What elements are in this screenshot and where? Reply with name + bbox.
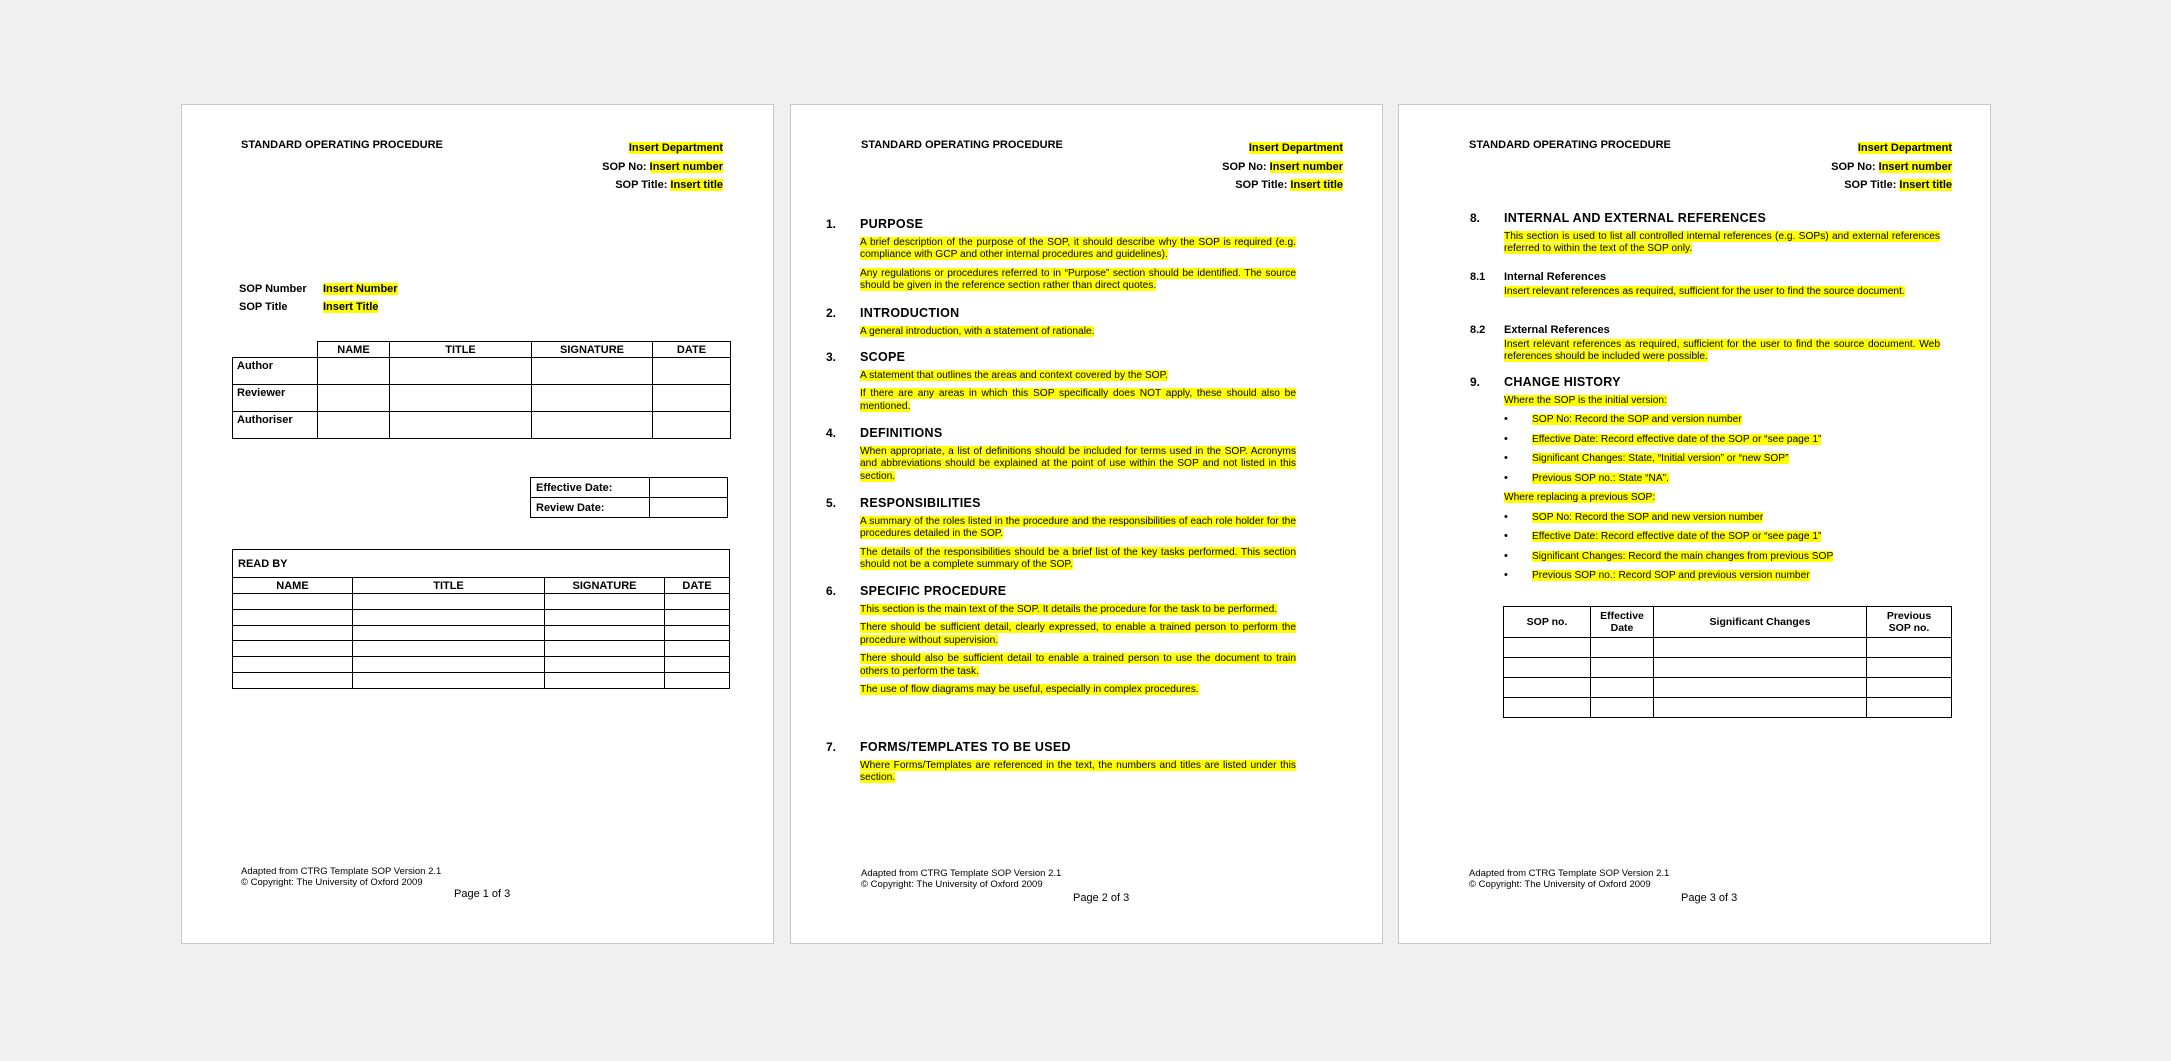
page-number: Page 3 of 3	[1681, 892, 1738, 904]
section-paragraph: A brief description of the purpose of the SOP, it should describe why the SOP is required (e.g. compliance with GCP and other internal procedures and guidelines).	[860, 236, 1296, 260]
table-cell[interactable]	[545, 641, 665, 657]
table-row	[233, 358, 731, 385]
table-cell[interactable]	[1591, 658, 1654, 678]
list-item-text: SOP No: Record the SOP and new version number	[1532, 511, 1764, 523]
section-introduction	[826, 306, 1296, 344]
header-sop-title-label: SOP Title:	[1235, 179, 1288, 191]
table-cell[interactable]	[353, 594, 545, 610]
list-item	[1504, 414, 1940, 427]
subsection-title: External References	[1504, 324, 1610, 336]
list-item	[1504, 531, 1940, 544]
table-cell[interactable]	[532, 412, 653, 439]
table-row	[1504, 698, 1952, 718]
header-sop-title-value: Insert title	[670, 179, 723, 191]
section-purpose	[826, 217, 1296, 299]
list-item-text: Effective Date: Record effective date of the SOP or “see page 1”	[1532, 433, 1822, 445]
section-paragraph: There should be sufficient detail, clearly expressed, to enable a trained person to perform the procedure without supervision.	[860, 622, 1296, 646]
table-cell[interactable]	[318, 358, 390, 385]
section-paragraph: If there are any areas in which this SOP specifically does NOT apply, these should also be mentioned.	[860, 388, 1296, 412]
table-row	[233, 412, 731, 439]
table-cell[interactable]	[665, 594, 730, 610]
section-title: SCOPE	[860, 350, 906, 364]
table-cell[interactable]	[233, 672, 353, 688]
list-item-text: Previous SOP no.: Record SOP and previous version number	[1532, 570, 1810, 581]
sop-title-label: SOP Title	[239, 301, 288, 313]
header-department: Insert Department	[1857, 142, 1952, 154]
table-cell[interactable]	[318, 412, 390, 439]
change-history-table	[1503, 606, 1952, 718]
header-sop-no-value: Insert number	[1269, 160, 1343, 173]
col-header-line: Effective	[1600, 610, 1644, 622]
header-sop-title-value: Insert title	[1290, 179, 1343, 191]
col-header: DATE	[653, 342, 731, 358]
initial-version-intro: Where the SOP is the initial version:	[1504, 394, 1667, 406]
review-date-value[interactable]	[650, 498, 728, 518]
section-number: 5.	[826, 496, 837, 510]
section-paragraph: Where Forms/Templates are referenced in the text, the numbers and titles are listed under this section.	[860, 759, 1296, 783]
section-number: 9.	[1470, 375, 1481, 389]
subsection-number: 8.2	[1470, 324, 1486, 336]
table-row	[1504, 658, 1952, 678]
table-cell[interactable]	[1504, 658, 1591, 678]
section-paragraph: A statement that outlines the areas and context covered by the SOP.	[860, 369, 1168, 381]
table-cell[interactable]	[353, 657, 545, 673]
subsection-internal-references	[1470, 271, 1940, 304]
section-title: PURPOSE	[860, 217, 924, 231]
section-title: SPECIFIC PROCEDURE	[860, 584, 1007, 598]
table-corner	[233, 342, 318, 358]
col-header: SIGNATURE	[545, 578, 665, 594]
table-cell[interactable]	[390, 412, 532, 439]
table-cell[interactable]	[665, 657, 730, 673]
row-label: Author	[233, 358, 318, 385]
replace-version-intro: Where replacing a previous SOP:	[1504, 492, 1656, 503]
table-cell[interactable]	[353, 641, 545, 657]
header-sop-no-value: Insert number	[1878, 160, 1952, 173]
list-item-text: Significant Changes: Record the main changes from previous SOP	[1532, 550, 1834, 562]
table-cell[interactable]	[1867, 698, 1952, 718]
section-paragraph: Insert relevant references as required, sufficient for the user to find the source document.	[1504, 285, 1905, 297]
table-cell[interactable]	[1591, 638, 1654, 658]
col-header: DATE	[665, 578, 730, 594]
table-cell[interactable]	[545, 609, 665, 625]
table-row	[531, 498, 728, 518]
table-cell[interactable]	[318, 385, 390, 412]
header-title: STANDARD OPERATING PROCEDURE	[1469, 139, 1671, 151]
col-header-line: SOP no.	[1888, 622, 1930, 634]
document-page-2	[790, 104, 1383, 944]
table-cell[interactable]	[1654, 678, 1867, 698]
col-header-effective-date	[1591, 607, 1654, 638]
sop-number-label: SOP Number	[239, 283, 307, 295]
table-cell[interactable]	[233, 594, 353, 610]
list-item	[1504, 473, 1940, 486]
header-sop-title-value: Insert title	[1899, 179, 1952, 191]
col-header: NAME	[318, 342, 390, 358]
footer-line-2: © Copyright: The University of Oxford 2009	[1469, 879, 1651, 890]
table-cell[interactable]	[1504, 638, 1591, 658]
section-number: 7.	[826, 740, 837, 754]
table-cell[interactable]	[532, 385, 653, 412]
footer	[1469, 868, 1669, 890]
sop-title-row	[239, 301, 378, 313]
table-cell[interactable]	[545, 625, 665, 641]
table-row	[1504, 678, 1952, 698]
section-title: DEFINITIONS	[860, 426, 943, 440]
table-cell[interactable]	[233, 625, 353, 641]
table-row	[531, 478, 728, 498]
section-scope	[826, 350, 1296, 419]
table-cell[interactable]	[1504, 698, 1591, 718]
table-cell[interactable]	[233, 657, 353, 673]
table-cell[interactable]	[1591, 678, 1654, 698]
sop-number-row	[239, 283, 398, 295]
document-page-1	[181, 104, 774, 944]
section-number: 8.	[1470, 211, 1481, 225]
col-header: NAME	[233, 578, 353, 594]
row-label: Reviewer	[233, 385, 318, 412]
section-paragraph: This section is used to list all controlled internal references (e.g. SOPs) and external references referred to within the text of the SOP only.	[1504, 230, 1940, 254]
section-title: RESPONSIBILITIES	[860, 496, 981, 510]
table-cell[interactable]	[653, 385, 731, 412]
section-title: INTRODUCTION	[860, 306, 960, 320]
col-header-sop-no: SOP no.	[1504, 607, 1591, 638]
read-by-title: READ BY	[233, 550, 730, 578]
section-specific-procedure	[826, 584, 1296, 703]
read-by-table	[232, 549, 730, 689]
col-header-previous-sop	[1867, 607, 1952, 638]
table-cell[interactable]	[665, 609, 730, 625]
footer	[861, 868, 1061, 890]
table-cell[interactable]	[545, 594, 665, 610]
col-header-significant-changes: Significant Changes	[1654, 607, 1867, 638]
section-paragraph: This section is the main text of the SOP. It details the procedure for the task to be performed.	[860, 603, 1278, 615]
section-number: 4.	[826, 426, 837, 440]
col-header: TITLE	[353, 578, 545, 594]
header-sop-no-label: SOP No:	[1222, 160, 1267, 173]
footer	[241, 866, 441, 888]
table-cell[interactable]	[1654, 638, 1867, 658]
effective-date-value[interactable]	[650, 478, 728, 498]
footer-line-1: Adapted from CTRG Template SOP Version 2.1	[861, 868, 1062, 879]
table-row	[1504, 638, 1952, 658]
table-cell[interactable]	[653, 412, 731, 439]
section-paragraph: A general introduction, with a statement of rationale.	[860, 325, 1095, 337]
table-row	[233, 641, 730, 657]
signature-table	[232, 341, 731, 439]
table-row	[233, 657, 730, 673]
section-title: FORMS/TEMPLATES TO BE USED	[860, 740, 1071, 754]
header-info	[602, 139, 723, 195]
list-item-text: Previous SOP no.: State “NA”.	[1532, 472, 1669, 484]
list-item	[1504, 551, 1940, 564]
table-cell[interactable]	[532, 358, 653, 385]
header-title: STANDARD OPERATING PROCEDURE	[241, 139, 443, 151]
list-item-text: Significant Changes: State, “Initial version” or “new SOP”	[1532, 453, 1789, 464]
footer-line-2: © Copyright: The University of Oxford 2009	[861, 879, 1043, 890]
section-paragraph: Insert relevant references as required, sufficient for the user to find the source document. Web references should be included were possible.	[1504, 338, 1940, 362]
section-change-history	[1470, 375, 1940, 590]
col-header: TITLE	[390, 342, 532, 358]
page-number: Page 2 of 3	[1073, 892, 1130, 904]
row-label: Authoriser	[233, 412, 318, 439]
col-header: SIGNATURE	[532, 342, 653, 358]
table-cell[interactable]	[1654, 658, 1867, 678]
section-paragraph: A summary of the roles listed in the procedure and the responsibilities of each role holder for the procedures detailed in the SOP.	[860, 515, 1296, 539]
table-cell[interactable]	[665, 641, 730, 657]
table-cell[interactable]	[233, 641, 353, 657]
table-cell[interactable]	[653, 358, 731, 385]
section-paragraph: The use of flow diagrams may be useful, especially in complex procedures.	[860, 684, 1199, 695]
header-sop-no-label: SOP No:	[602, 160, 647, 173]
table-cell[interactable]	[1867, 658, 1952, 678]
page-number: Page 1 of 3	[454, 888, 511, 900]
effective-date-label: Effective Date:	[531, 478, 650, 498]
list-item-text: SOP No: Record the SOP and version number	[1532, 414, 1742, 425]
list-item	[1504, 453, 1940, 466]
section-paragraph: When appropriate, a list of definitions should be included for terms used in the SOP. Acronyms and abbreviations should be explained at the point of use within the SOP and not listed in this section.	[860, 445, 1296, 482]
section-references	[1470, 211, 1940, 262]
table-row	[233, 594, 730, 610]
table-cell[interactable]	[1504, 678, 1591, 698]
table-cell[interactable]	[1867, 678, 1952, 698]
table-row	[233, 625, 730, 641]
list-item	[1504, 570, 1940, 583]
table-row	[233, 385, 731, 412]
table-cell[interactable]	[545, 672, 665, 688]
sop-title-value: Insert Title	[323, 301, 379, 313]
header-title: STANDARD OPERATING PROCEDURE	[861, 139, 1063, 151]
table-cell[interactable]	[1654, 698, 1867, 718]
document-page-3	[1398, 104, 1991, 944]
review-date-label: Review Date:	[531, 498, 650, 518]
subsection-external-references	[1470, 324, 1940, 370]
list-item	[1504, 512, 1940, 525]
table-cell[interactable]	[545, 657, 665, 673]
sop-number-value: Insert Number	[323, 283, 398, 295]
table-cell[interactable]	[353, 672, 545, 688]
footer-line-2: © Copyright: The University of Oxford 2009	[241, 877, 423, 888]
section-paragraph: Any regulations or procedures referred to in “Purpose” section should be identified. The source should be given in the reference section rather than direct quotes.	[860, 267, 1296, 291]
section-title: INTERNAL AND EXTERNAL REFERENCES	[1504, 211, 1767, 225]
section-definitions	[826, 426, 1296, 489]
header-info	[1831, 139, 1952, 195]
footer-line-1: Adapted from CTRG Template SOP Version 2.1	[241, 866, 442, 877]
header-sop-no-label: SOP No:	[1831, 160, 1876, 173]
section-paragraph: The details of the responsibilities should be a brief list of the key tasks performed. This section should not be a complete summary of the SOP.	[860, 546, 1296, 570]
table-cell[interactable]	[353, 625, 545, 641]
header-info	[1222, 139, 1343, 195]
section-title: CHANGE HISTORY	[1504, 375, 1621, 389]
table-row	[233, 672, 730, 688]
table-row	[233, 609, 730, 625]
section-paragraph: There should also be sufficient detail to enable a trained person to use the document to train others to perform the task.	[860, 653, 1296, 677]
section-forms-templates	[826, 740, 1296, 791]
section-responsibilities	[826, 496, 1296, 578]
table-cell[interactable]	[233, 609, 353, 625]
col-header-line: Date	[1610, 622, 1634, 634]
table-cell[interactable]	[353, 609, 545, 625]
header-sop-no-value: Insert number	[649, 160, 723, 173]
list-item	[1504, 434, 1940, 447]
section-number: 6.	[826, 584, 837, 598]
section-number: 3.	[826, 350, 837, 364]
subsection-title: Internal References	[1504, 271, 1607, 283]
table-cell[interactable]	[390, 385, 532, 412]
list-item-text: Effective Date: Record effective date of the SOP or “see page 1”	[1532, 531, 1822, 542]
header-sop-title-label: SOP Title:	[615, 179, 668, 191]
col-header-line: Previous	[1886, 610, 1932, 622]
table-cell[interactable]	[1867, 638, 1952, 658]
table-cell[interactable]	[390, 358, 532, 385]
subsection-number: 8.1	[1470, 271, 1486, 283]
table-cell[interactable]	[665, 672, 730, 688]
table-cell[interactable]	[665, 625, 730, 641]
footer-line-1: Adapted from CTRG Template SOP Version 2.1	[1469, 868, 1670, 879]
header-department: Insert Department	[628, 142, 723, 154]
header-sop-title-label: SOP Title:	[1844, 179, 1897, 191]
header-department: Insert Department	[1248, 142, 1343, 154]
section-number: 1.	[826, 217, 837, 231]
dates-table	[530, 477, 728, 518]
table-cell[interactable]	[1591, 698, 1654, 718]
section-number: 2.	[826, 306, 837, 320]
